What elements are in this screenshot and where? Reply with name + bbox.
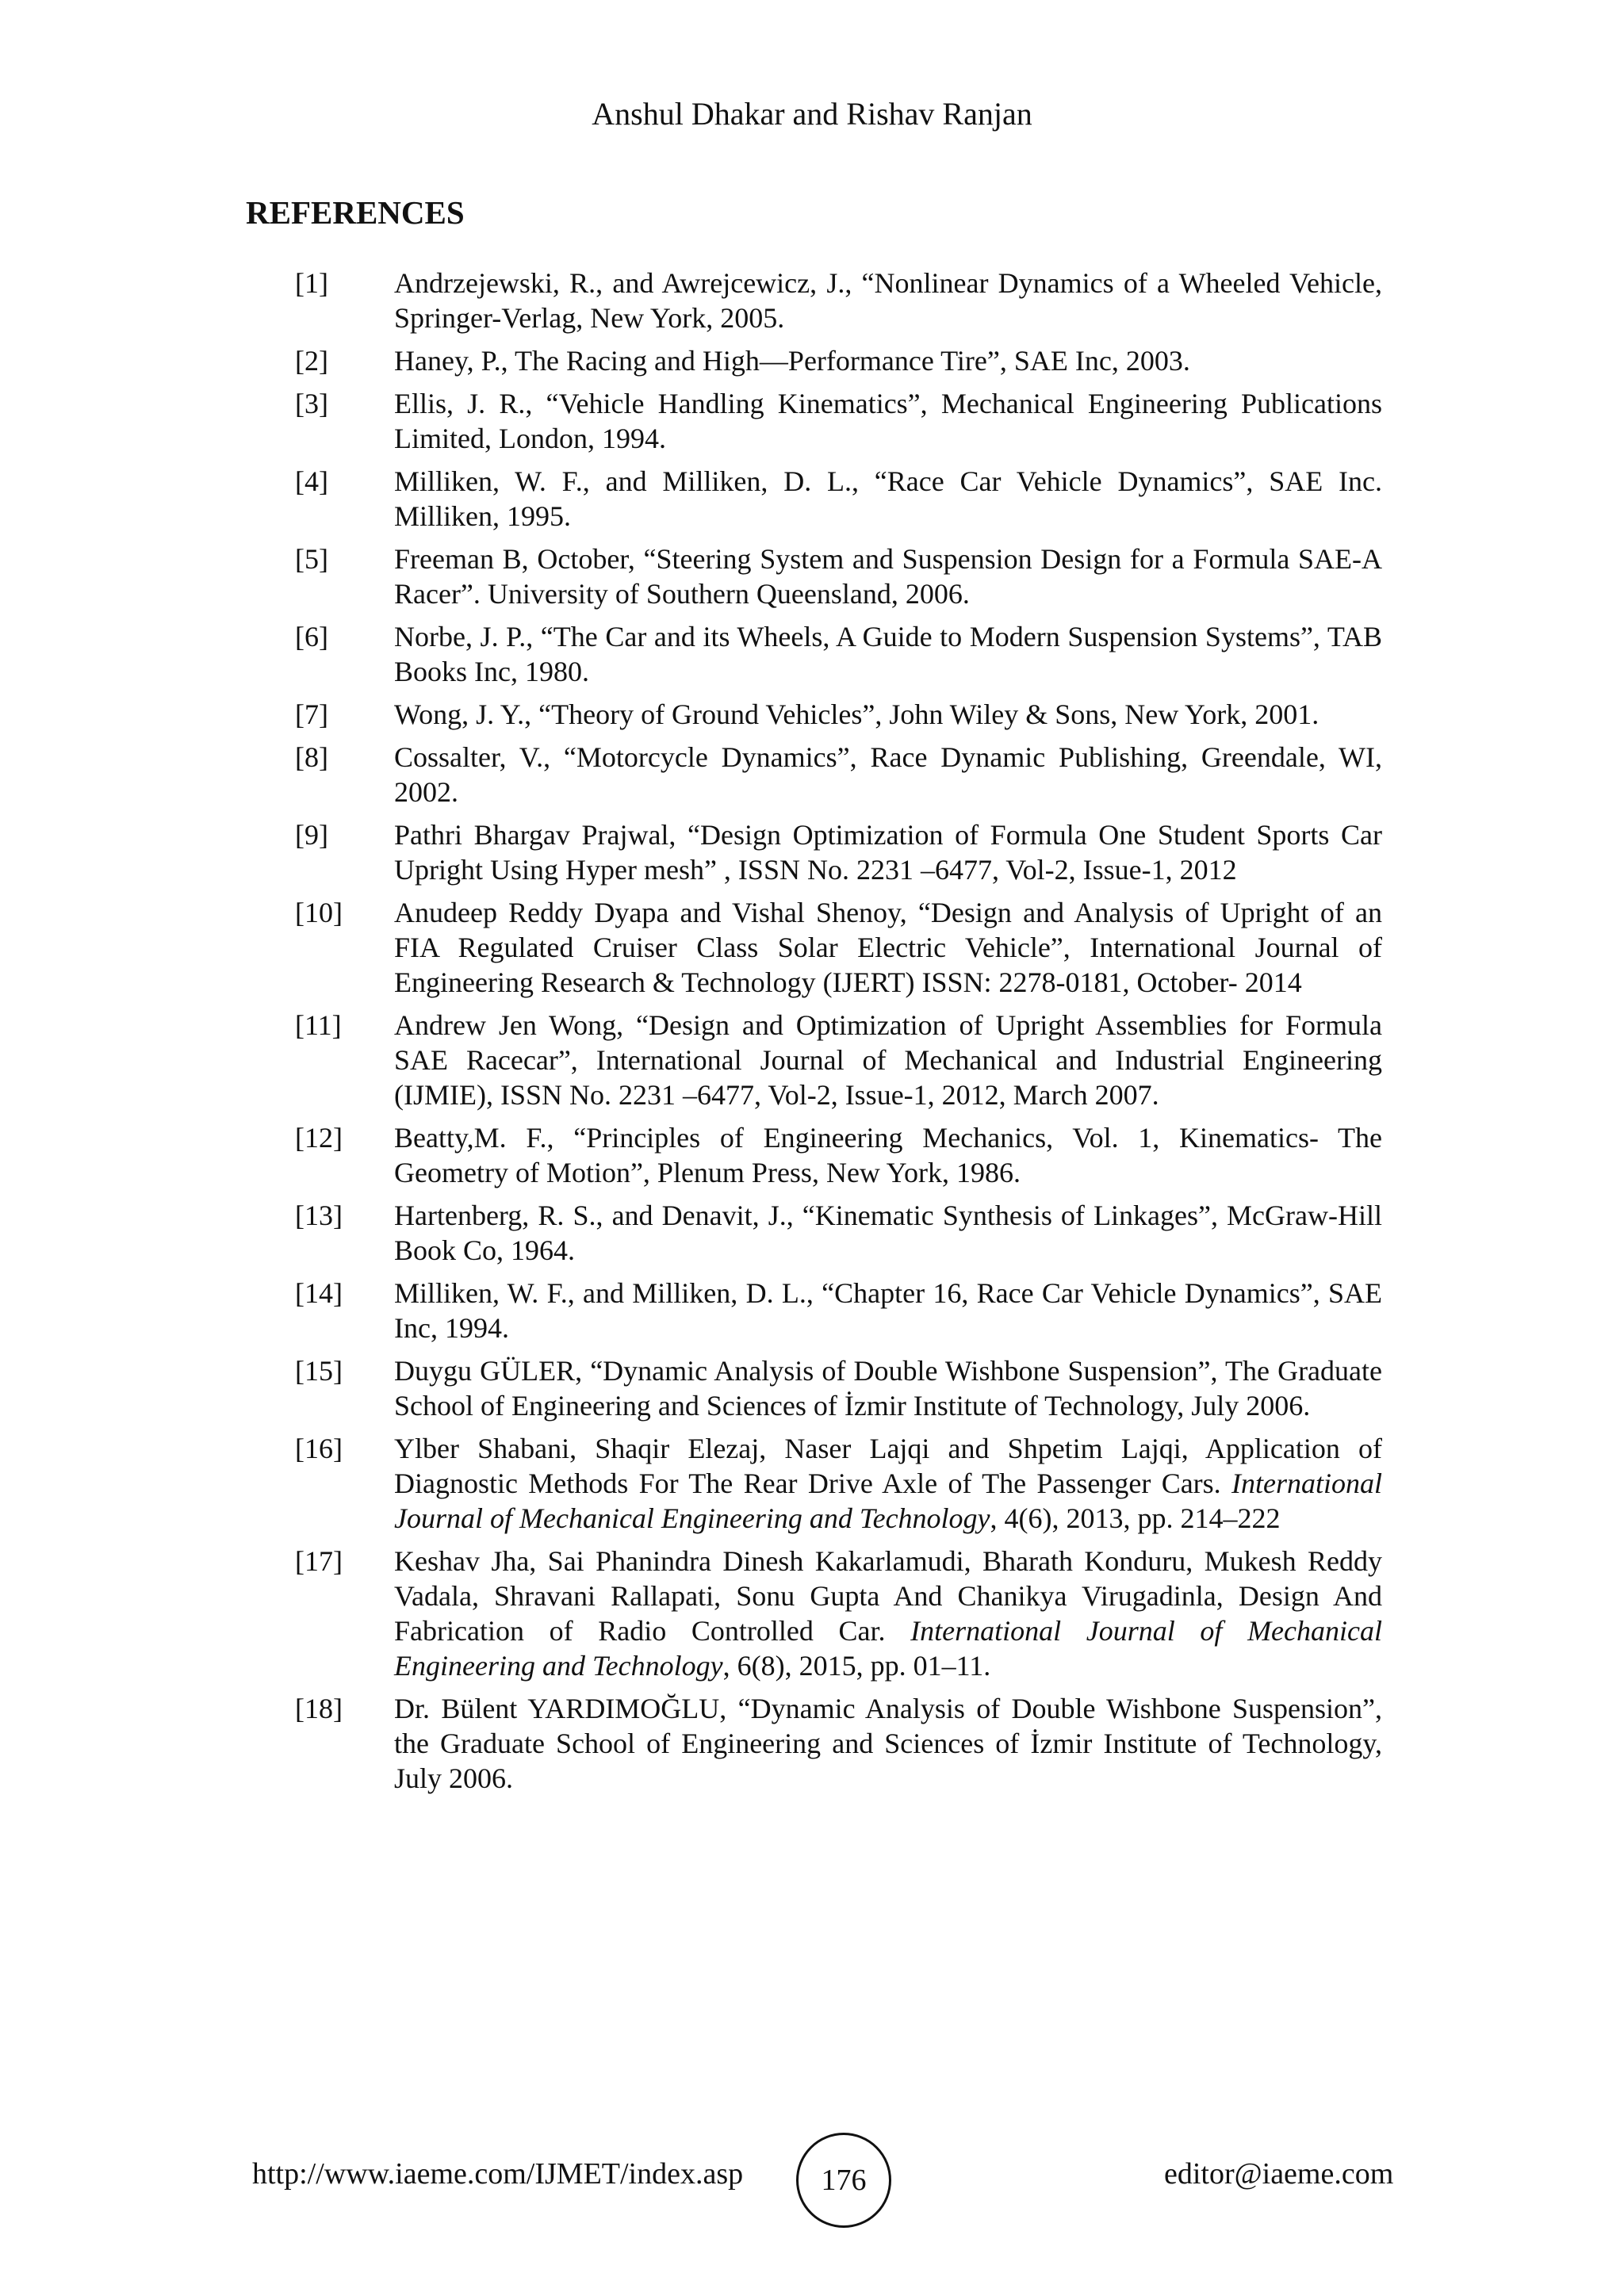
section-title: REFERENCES	[246, 194, 465, 231]
reference-number: [5]	[295, 543, 328, 575]
reference-text	[394, 343, 1382, 378]
reference-body: Duygu GÜLER, “Dynamic Analysis of Double Wishbone Suspension”, The Graduate School of Engineering and Sciences of İzmir Institute of Technology, July 2006.	[394, 1355, 1382, 1422]
reference-item	[295, 1431, 1382, 1536]
reference-item	[295, 1198, 1382, 1268]
reference-text	[394, 895, 1382, 1000]
reference-body: Pathri Bhargav Prajwal, “Design Optimization of Formula One Student Sports Car Upright Using Hyper mesh” , ISSN No. 2231 –6477, Vol-2, Issue-1, 2012	[394, 819, 1382, 886]
reference-text	[394, 1431, 1382, 1536]
reference-body: Milliken, W. F., and Milliken, D. L., “Race Car Vehicle Dynamics”, SAE Inc. Milliken, 1995.	[394, 465, 1382, 532]
reference-number: [7]	[295, 698, 328, 730]
reference-item	[295, 266, 1382, 335]
reference-text	[394, 619, 1382, 689]
reference-item	[295, 895, 1382, 1000]
reference-number: [15]	[295, 1355, 343, 1387]
reference-text	[394, 386, 1382, 456]
footer-url-link[interactable]: http://www.iaeme.com/IJMET/index.asp	[252, 2157, 744, 2191]
reference-number: [14]	[295, 1277, 343, 1309]
footer-email-link[interactable]: editor@iaeme.com	[1164, 2157, 1394, 2191]
reference-number: [13]	[295, 1200, 343, 1231]
reference-number: [1]	[295, 267, 328, 299]
reference-body: Anudeep Reddy Dyapa and Vishal Shenoy, “Design and Analysis of Upright of an FIA Regulated Cruiser Class Solar Electric Vehicle”, International Journal of Engineering Research & Technology (IJERT) ISSN: 2278-0181, October- 2014	[394, 897, 1382, 998]
reference-item	[295, 541, 1382, 611]
reference-body: Dr. Bülent YARDIMOĞLU, “Dynamic Analysis of Double Wishbone Suspension”, the Graduate School of Engineering and Sciences of İzmir Institute of Technology, July 2006.	[394, 1693, 1382, 1794]
reference-body: Andrzejewski, R., and Awrejcewicz, J., “Nonlinear Dynamics of a Wheeled Vehicle, Springer-Verlag, New York, 2005.	[394, 267, 1382, 334]
reference-text	[394, 1353, 1382, 1423]
reference-text	[394, 541, 1382, 611]
reference-body: Wong, J. Y., “Theory of Ground Vehicles”, John Wiley & Sons, New York, 2001.	[394, 698, 1320, 730]
reference-item	[295, 817, 1382, 887]
reference-text	[394, 817, 1382, 887]
reference-number: [17]	[295, 1545, 343, 1577]
reference-body: Cossalter, V., “Motorcycle Dynamics”, Race Dynamic Publishing, Greendale, WI, 2002.	[394, 741, 1382, 808]
reference-body: Andrew Jen Wong, “Design and Optimization of Upright Assemblies for Formula SAE Racecar”, International Journal of Mechanical and Industrial Engineering (IJMIE), ISSN No. 2231 –6477, Vol-2, Issue-1, 2012, March 2007.	[394, 1009, 1382, 1111]
reference-number: [18]	[295, 1693, 343, 1724]
reference-text	[394, 1691, 1382, 1796]
reference-item	[295, 1691, 1382, 1796]
reference-body: Milliken, W. F., and Milliken, D. L., “Chapter 16, Race Car Vehicle Dynamics”, SAE Inc, 1994.	[394, 1277, 1382, 1344]
reference-number: [2]	[295, 345, 328, 377]
reference-tail: , 4(6), 2013, pp. 214–222	[990, 1502, 1281, 1534]
reference-number: [3]	[295, 388, 328, 419]
reference-number: [8]	[295, 741, 328, 773]
reference-text	[394, 1008, 1382, 1112]
reference-text	[394, 1544, 1382, 1683]
reference-text	[394, 266, 1382, 335]
reference-text	[394, 1198, 1382, 1268]
reference-journal: International Journal of Mechanical Engineering and Technology	[394, 1615, 1382, 1682]
reference-tail: , 6(8), 2015, pp. 01–11.	[722, 1650, 991, 1682]
reference-body: Haney, P., The Racing and High—Performance Tire”, SAE Inc, 2003.	[394, 345, 1190, 377]
reference-item	[295, 1544, 1382, 1683]
reference-number: [6]	[295, 621, 328, 652]
reference-list	[295, 266, 1382, 1804]
reference-body: Beatty,M. F., “Principles of Engineering Mechanics, Vol. 1, Kinematics- The Geometry of Motion”, Plenum Press, New York, 1986.	[394, 1122, 1382, 1188]
reference-item	[295, 619, 1382, 689]
reference-text	[394, 1276, 1382, 1345]
reference-item	[295, 1008, 1382, 1112]
page-number-text: 176	[821, 2164, 867, 2197]
reference-item	[295, 386, 1382, 456]
reference-body: Ellis, J. R., “Vehicle Handling Kinematics”, Mechanical Engineering Publications Limited, London, 1994.	[394, 388, 1382, 454]
reference-number: [4]	[295, 465, 328, 497]
reference-number: [9]	[295, 819, 328, 851]
reference-body: Hartenberg, R. S., and Denavit, J., “Kinematic Synthesis of Linkages”, McGraw-Hill Book Co, 1964.	[394, 1200, 1382, 1266]
reference-text	[394, 464, 1382, 534]
reference-body: Norbe, J. P., “The Car and its Wheels, A Guide to Modern Suspension Systems”, TAB Books Inc, 1980.	[394, 621, 1382, 687]
reference-item	[295, 697, 1382, 732]
reference-text	[394, 740, 1382, 809]
page-footer	[0, 2133, 1624, 2220]
reference-item	[295, 464, 1382, 534]
reference-body: Keshav Jha, Sai Phanindra Dinesh Kakarlamudi, Bharath Konduru, Mukesh Reddy Vadala, Shravani Rallapati, Sonu Gupta And Chanikya Virugadinla, Design And Fabrication of Radio Controlled Car.	[394, 1545, 1382, 1647]
page-number	[796, 2133, 891, 2228]
reference-item	[295, 1120, 1382, 1190]
reference-number: [16]	[295, 1433, 343, 1464]
reference-body: Ylber Shabani, Shaqir Elezaj, Naser Lajqi and Shpetim Lajqi, Application of Diagnostic Methods For The Rear Drive Axle of The Passenger Cars.	[394, 1433, 1382, 1499]
reference-number: [12]	[295, 1122, 343, 1154]
reference-journal: International Journal of Mechanical Engineering and Technology	[394, 1468, 1382, 1534]
reference-item	[295, 1276, 1382, 1345]
reference-number: [10]	[295, 897, 343, 928]
reference-text	[394, 697, 1382, 732]
reference-body: Freeman B, October, “Steering System and Suspension Design for a Formula SAE-A Racer”. University of Southern Queensland, 2006.	[394, 543, 1382, 610]
reference-item	[295, 343, 1382, 378]
running-header: Anshul Dhakar and Rishav Ranjan	[592, 96, 1032, 132]
reference-item	[295, 1353, 1382, 1423]
reference-text	[394, 1120, 1382, 1190]
reference-number: [11]	[295, 1009, 342, 1041]
reference-item	[295, 740, 1382, 809]
